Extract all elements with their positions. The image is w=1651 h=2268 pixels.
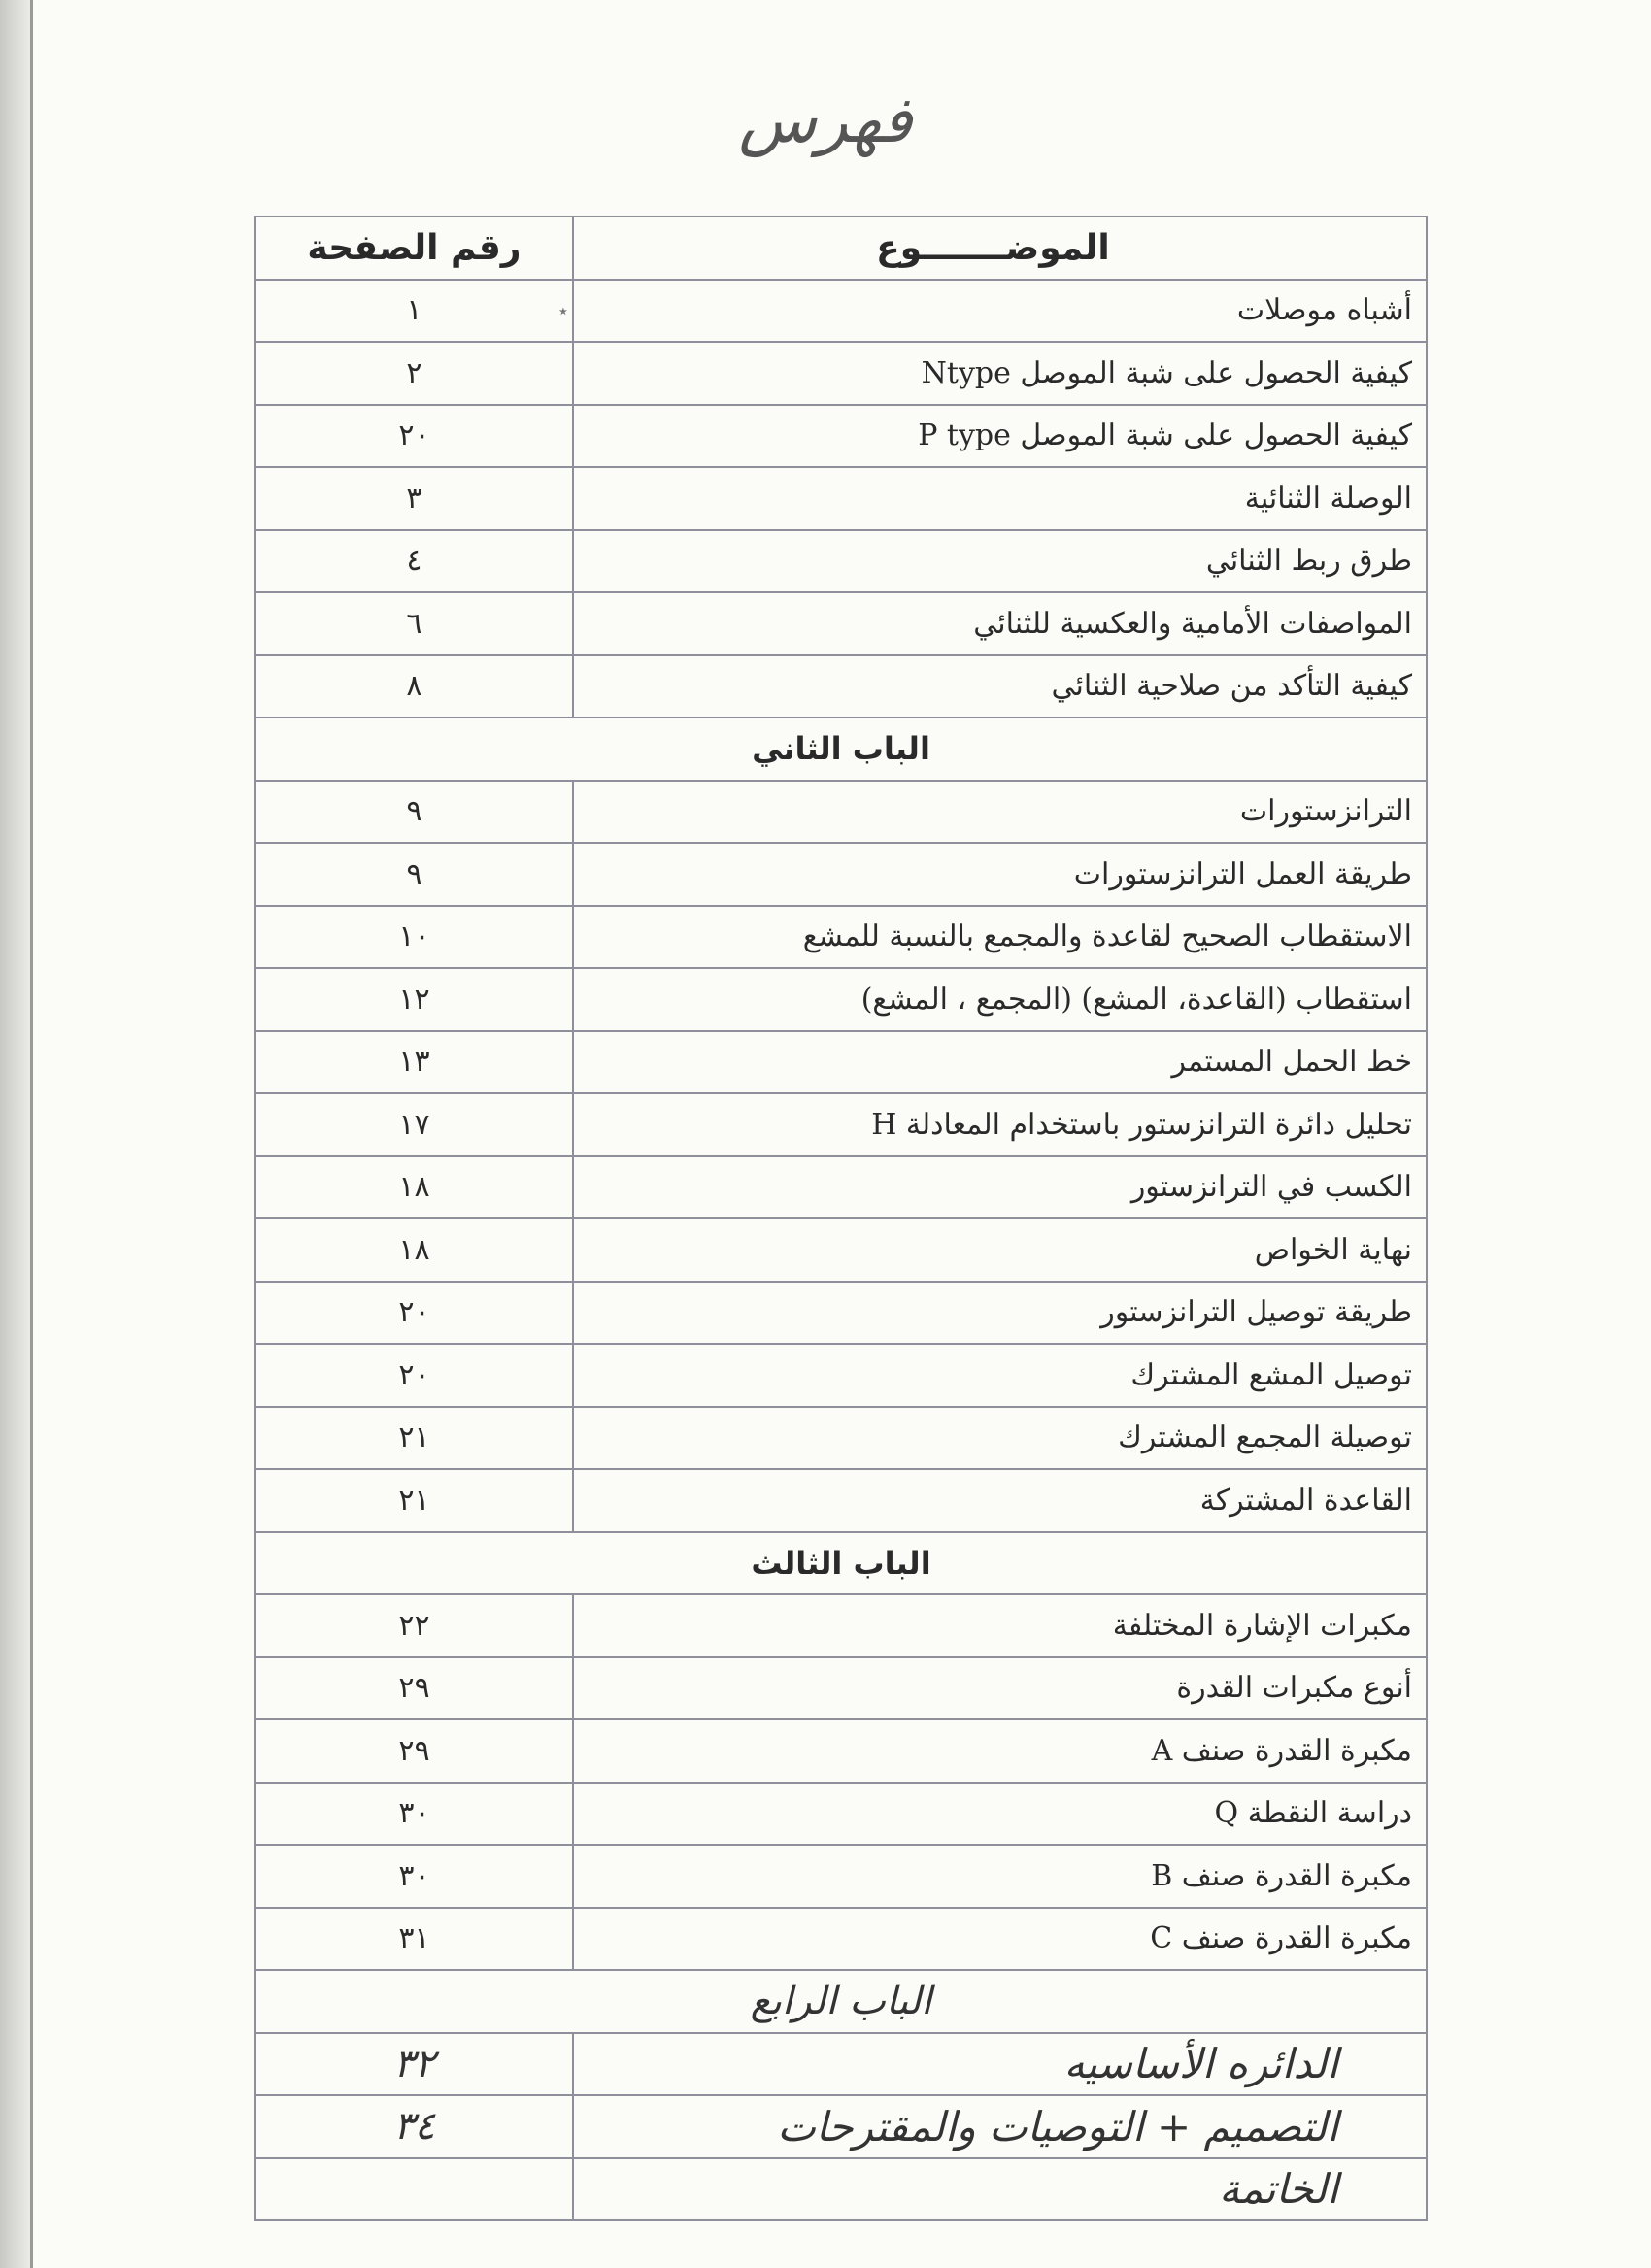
- toc-topic: الوصلة الثنائية: [573, 467, 1427, 530]
- toc-row: [255, 843, 1427, 906]
- toc-row: [255, 1093, 1427, 1156]
- toc-topic: تحليل دائرة الترانزستور باستخدام المعادلة H: [573, 1093, 1427, 1156]
- toc-page-number: ٣٠: [255, 1845, 573, 1908]
- toc-page-number: ٢٠: [255, 405, 573, 468]
- toc-page-number: ٨: [255, 655, 573, 718]
- scan-page-edge: [0, 0, 33, 2268]
- toc-topic: التصميم + التوصيات والمقترحات: [573, 2095, 1427, 2158]
- toc-topic: توصيلة المجمع المشترك: [573, 1407, 1427, 1470]
- toc-topic: مكبرة القدرة صنف C: [573, 1908, 1427, 1971]
- chapter-title: الباب الرابع: [255, 1970, 1427, 2033]
- toc-row: [255, 2033, 1427, 2096]
- toc-topic: القاعدة المشتركة: [573, 1469, 1427, 1532]
- toc-row: [255, 1657, 1427, 1720]
- toc-row: [255, 1783, 1427, 1846]
- toc-page-number: ١٢: [255, 968, 573, 1031]
- page-title: فهرس: [738, 83, 913, 157]
- scan-speck: ٭: [558, 301, 568, 321]
- toc-row: [255, 530, 1427, 593]
- toc-row: [255, 1282, 1427, 1345]
- toc-page-number: ٣١: [255, 1908, 573, 1971]
- toc-topic: كيفية الحصول على شبة الموصل Ntype: [573, 342, 1427, 405]
- toc-row: [255, 968, 1427, 1031]
- toc-topic: طريقة العمل الترانزستورات: [573, 843, 1427, 906]
- toc-topic: المواصفات الأمامية والعكسية للثنائي: [573, 592, 1427, 655]
- chapter-title: الباب الثاني: [255, 717, 1427, 781]
- chapter-row: [255, 1532, 1427, 1595]
- toc-row: [255, 1594, 1427, 1657]
- toc-topic: طرق ربط الثنائي: [573, 530, 1427, 593]
- toc-row: [255, 1031, 1427, 1094]
- topic-column-header: الموضـــــــوع: [573, 217, 1427, 280]
- toc-page-number: ٣٠: [255, 1783, 573, 1846]
- toc-row: [255, 280, 1427, 343]
- toc-topic: الدائره الأساسيه: [573, 2033, 1427, 2096]
- toc-page-number: ٢٩: [255, 1719, 573, 1783]
- chapter-row: [255, 1970, 1427, 2033]
- toc-topic: طريقة توصيل الترانزستور: [573, 1282, 1427, 1345]
- toc-page-number: ٢٠: [255, 1282, 573, 1345]
- toc-row: [255, 2095, 1427, 2158]
- toc-row: [255, 1218, 1427, 1282]
- toc-topic: الاستقطاب الصحيح لقاعدة والمجمع بالنسبة للمشع: [573, 906, 1427, 969]
- toc-page-number: ٢٠: [255, 1344, 573, 1407]
- toc-topic: نهاية الخواص: [573, 1218, 1427, 1282]
- toc-row: [255, 655, 1427, 718]
- toc-page-number: ١٨: [255, 1218, 573, 1282]
- table-of-contents: [254, 216, 1428, 2221]
- toc-page-number: ٣٤: [255, 2095, 573, 2158]
- toc-topic: كيفية التأكد من صلاحية الثنائي: [573, 655, 1427, 718]
- toc-topic: أشباه موصلات: [573, 280, 1427, 343]
- toc-row: [255, 1845, 1427, 1908]
- toc-row: [255, 1156, 1427, 1219]
- toc-page-number: ٦: [255, 592, 573, 655]
- toc-page-number: [255, 2158, 573, 2221]
- toc-topic: مكبرات الإشارة المختلفة: [573, 1594, 1427, 1657]
- page-column-header: رقم الصفحة: [255, 217, 573, 280]
- toc-topic: خط الحمل المستمر: [573, 1031, 1427, 1094]
- toc-row: [255, 405, 1427, 468]
- toc-page-number: ٢١: [255, 1469, 573, 1532]
- toc-row: [255, 1908, 1427, 1971]
- toc-row: [255, 2158, 1427, 2221]
- toc-topic: الخاتمة: [573, 2158, 1427, 2221]
- toc-page-number: ٢: [255, 342, 573, 405]
- toc-page-number: ٩: [255, 843, 573, 906]
- toc-page-number: ٤: [255, 530, 573, 593]
- toc-topic: استقطاب (القاعدة، المشع) (المجمع ، المشع): [573, 968, 1427, 1031]
- toc-body: [255, 217, 1427, 2220]
- toc-page-number: ٢١: [255, 1407, 573, 1470]
- toc-page-number: ١٠: [255, 906, 573, 969]
- toc-topic: توصيل المشع المشترك: [573, 1344, 1427, 1407]
- toc-row: [255, 906, 1427, 969]
- toc-topic: دراسة النقطة Q: [573, 1783, 1427, 1846]
- toc-page-number: ١٧: [255, 1093, 573, 1156]
- toc-page-number: ٢٢: [255, 1594, 573, 1657]
- toc-row: [255, 467, 1427, 530]
- toc-topic: الكسب في الترانزستور: [573, 1156, 1427, 1219]
- toc-header-row: [255, 217, 1427, 280]
- toc-page-number: ١٨: [255, 1156, 573, 1219]
- chapter-title: الباب الثالث: [255, 1532, 1427, 1595]
- toc-topic: كيفية الحصول على شبة الموصل P type: [573, 405, 1427, 468]
- toc-page-number: ١: [255, 280, 573, 343]
- toc-page-number: ١٣: [255, 1031, 573, 1094]
- chapter-row: [255, 717, 1427, 781]
- toc-row: [255, 1469, 1427, 1532]
- toc-row: [255, 592, 1427, 655]
- toc-row: [255, 781, 1427, 844]
- toc-topic: أنوع مكبرات القدرة: [573, 1657, 1427, 1720]
- toc-topic: الترانزستورات: [573, 781, 1427, 844]
- toc-row: [255, 1719, 1427, 1783]
- toc-page-number: ٢٩: [255, 1657, 573, 1720]
- toc-page-number: ٣٢: [255, 2033, 573, 2096]
- toc-topic: مكبرة القدرة صنف B: [573, 1845, 1427, 1908]
- toc-page-number: ٩: [255, 781, 573, 844]
- toc-topic: مكبرة القدرة صنف A: [573, 1719, 1427, 1783]
- toc-row: [255, 1344, 1427, 1407]
- toc-row: [255, 342, 1427, 405]
- toc-page-number: ٣: [255, 467, 573, 530]
- toc-row: [255, 1407, 1427, 1470]
